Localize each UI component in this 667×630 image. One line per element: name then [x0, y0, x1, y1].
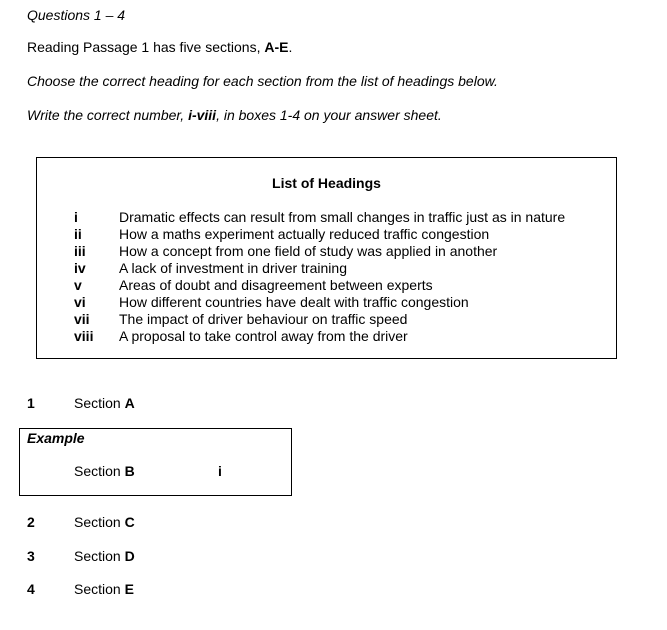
heading-item [74, 243, 565, 260]
question-section [74, 581, 134, 597]
section-letter: C [124, 514, 135, 530]
passage-instruction-prefix: Reading Passage 1 has five sections, [27, 39, 265, 55]
heading-item [74, 209, 565, 226]
example-label: Example [27, 430, 85, 446]
question-range-header: Questions 1 – 4 [27, 7, 126, 23]
heading-item [74, 311, 565, 328]
choose-instruction: Choose the correct heading for each section from the list of headings below. [27, 73, 498, 89]
heading-item [74, 328, 565, 345]
write-instruction [27, 107, 442, 123]
section-word: Section [74, 463, 121, 479]
example-answer: i [218, 463, 222, 479]
heading-text: A proposal to take control away from the driver [119, 328, 408, 344]
heading-numeral: iv [74, 260, 86, 276]
heading-numeral: vii [74, 311, 90, 327]
write-instruction-suffix: , in boxes 1-4 on your answer sheet. [216, 107, 442, 123]
example-box [19, 428, 292, 496]
heading-numeral: vi [74, 294, 86, 310]
question-number: 4 [27, 581, 35, 597]
example-section [74, 463, 135, 479]
heading-numeral: v [74, 277, 82, 293]
question-section [74, 395, 135, 411]
passage-sections: A-E [264, 39, 289, 55]
heading-item [74, 226, 565, 243]
heading-numeral: viii [74, 328, 94, 344]
heading-numeral: i [74, 209, 78, 225]
heading-text: A lack of investment in driver training [119, 260, 347, 276]
section-letter: D [124, 548, 135, 564]
section-word: Section [74, 581, 121, 597]
passage-instruction [27, 39, 292, 55]
question-number: 3 [27, 548, 35, 564]
section-word: Section [74, 514, 121, 530]
headings-list [74, 209, 565, 345]
section-letter: E [124, 581, 134, 597]
heading-text: Dramatic effects can result from small changes in traffic just as in nature [119, 209, 566, 225]
section-word: Section [74, 548, 121, 564]
section-letter: A [124, 395, 135, 411]
question-number: 2 [27, 514, 35, 530]
section-word: Section [74, 395, 121, 411]
heading-text: Areas of doubt and disagreement between experts [119, 277, 433, 293]
write-instruction-prefix: Write the correct number, [27, 107, 189, 123]
question-section [74, 514, 135, 530]
heading-text: How a maths experiment actually reduced traffic congestion [119, 226, 490, 242]
heading-text: How a concept from one field of study was applied in another [119, 243, 498, 259]
question-section [74, 548, 135, 564]
passage-instruction-suffix: . [288, 39, 293, 55]
heading-item [74, 294, 565, 311]
heading-numeral: ii [74, 226, 82, 242]
heading-item [74, 260, 565, 277]
heading-numeral: iii [74, 243, 86, 259]
write-range: i-viii [188, 107, 217, 123]
heading-text: How different countries have dealt with traffic congestion [119, 294, 469, 310]
list-of-headings-box [36, 157, 617, 359]
question-number: 1 [27, 395, 35, 411]
heading-text: The impact of driver behaviour on traffic speed [119, 311, 408, 327]
list-of-headings-title: List of Headings [272, 175, 381, 191]
section-letter: B [124, 463, 135, 479]
heading-item [74, 277, 565, 294]
